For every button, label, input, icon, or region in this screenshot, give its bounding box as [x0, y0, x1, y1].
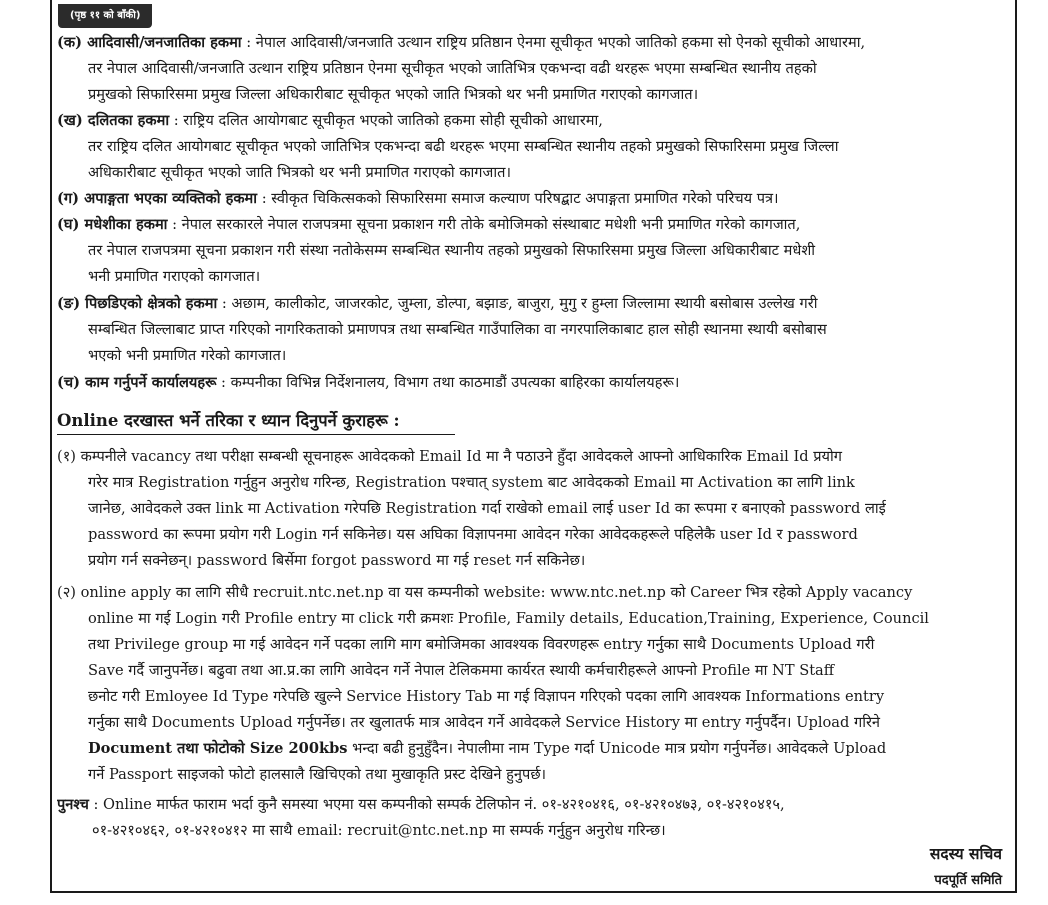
postscript	[57, 792, 1009, 844]
item-text: भनी प्रमाणित गराएको कागजात।	[88, 268, 261, 285]
point-text: गरेर मात्र Registration गर्नुहुन अनुरोध गरिन्छ, Registration पश्चात् system बाट आवेदकको Email मा Activation का लागि link	[88, 474, 855, 491]
item-text: तर नेपाल राजपत्रमा सूचना प्रकाशन गरी संस्था नतोकेसम्म सम्बन्धित स्थानीय तहको प्रमुखको सिफारिसमा प्रमुख जिल्ला अधिकारीबाट मधेशी	[88, 242, 816, 259]
right-border	[1015, 0, 1017, 893]
postscript-text: : Online मार्फत फाराम भर्दा कुनै समस्या भएमा यस कम्पनीको सम्पर्क टेलिफोन नं. ०१-४२१०४१६, ०१-४२१०४७३, ०१-४२१०४१५,	[88, 796, 785, 813]
item-text: अधिकारीबाट सूचीकृत भएको जाति भित्रको थर भनी प्रमाणित गराएको कागजात।	[88, 164, 511, 181]
item-text: : कम्पनीका विभिन्न निर्देशनालय, विभाग तथा काठमाडौं उपत्यका बाहिरका कार्यालयहरू।	[216, 374, 680, 391]
item-text: तर राष्ट्रिय दलित आयोगबाट सूचीकृत भएको जातिभित्र एकभन्दा बढी थरहरू भएमा सम्बन्धित स्थानीय तहको प्रमुखको सिफारिसमा प्रमुख जिल्ला	[88, 138, 839, 155]
signature-title: सदस्य सचिव	[929, 844, 1002, 863]
point-text: online मा गई Login गरी Profile entry मा click गरी क्रमशः Profile, Family details, Education,Training, Experience, Council	[88, 610, 929, 627]
eligibility-item-madheshi	[57, 212, 1009, 290]
item-text: : अछाम, कालीकोट, जाजरकोट, जुम्ला, डोल्पा, बझाङ, बाजुरा, मुगु र हुम्ला जिल्लामा स्थायी बसोबास उल्लेख गरी	[217, 295, 818, 312]
point-text: जानेछ, आवेदकले उक्त link मा Activation गरेपछि Registration गर्दा राखेको email लाई user Id का रूपमा र बनाएको password लाई	[88, 500, 886, 517]
postscript-text: ०१-४२१०४६२, ०१-४२१०४१२ मा साथै email: recruit@ntc.net.np मा सम्पर्क गर्नुहुन अनुरोध गरिन्छ।	[92, 822, 666, 839]
item-text: : राष्ट्रिय दलित आयोगबाट सूचीकृत भएको जातिको हकमा सोही सूचीको आधारमा,	[169, 112, 603, 129]
postscript-label: पुनश्च	[57, 796, 89, 813]
item-text: : नेपाल आदिवासी/जनजाति उत्थान राष्ट्रिय प्रतिष्ठान ऐनमा सूचीकृत भएको जातिको हकमा सो ऐनको सूचीको आधारमा,	[241, 34, 866, 51]
eligibility-item-indigenous	[57, 30, 1009, 108]
eligibility-item-disability	[57, 186, 1009, 212]
point-text: गर्ने Passport साइजको फोटो हालसालै खिचिएको तथा मुखाकृति प्रस्ट देखिने हुनुपर्छ।	[88, 766, 547, 783]
item-label: (क) आदिवासी/जनजातिका हकमा	[57, 34, 242, 51]
point-number: (१)	[57, 448, 76, 465]
item-label: (च) काम गर्नुपर्ने कार्यालयहरू	[57, 374, 217, 391]
continuation-tab: (पृष्ठ ११ को बाँकी)	[58, 4, 152, 28]
online-point-1	[57, 444, 1009, 574]
point-text: कम्पनीले vacancy तथा परीक्षा सम्बन्धी सूचनाहरू आवेदकको Email Id मा नै पठाउने हुँदा आवेदकले आफ्नो आधिकारिक Email Id प्रयोग	[80, 448, 842, 465]
online-section-heading: Online दरखास्त भर्ने तरिका र ध्यान दिनुपर्ने कुराहरू :	[57, 411, 400, 430]
bottom-border	[50, 891, 1017, 893]
item-text: तर नेपाल आदिवासी/जनजाति उत्थान राष्ट्रिय प्रतिष्ठान ऐनमा सूचीकृत भएको जातिभित्र एकभन्दा वढी थरहरू भएमा सम्बन्धित स्थानीय तहको	[88, 60, 817, 77]
size-limit-text: Document तथा फोटोको Size 200kbs	[88, 740, 348, 757]
point-number: (२)	[57, 584, 76, 601]
eligibility-item-backward-region	[57, 291, 1009, 369]
left-border	[50, 0, 52, 893]
point-text: तथा Privilege group मा गई आवेदन गर्ने पदका लागि माग बमोजिमका आवश्यक विवरणहरू entry गर्नुका साथै Documents Upload गरी	[88, 636, 875, 653]
point-text: गर्नुका साथै Documents Upload गर्नुपर्नेछ। तर खुलातर्फ मात्र आवेदन गर्ने आवेदकले Service History मा entry गर्नुपर्दैन। Upload गरिने	[88, 714, 881, 731]
item-text: भएको भनी प्रमाणित गरेको कागजात।	[88, 347, 287, 364]
item-text: प्रमुखको सिफारिसमा प्रमुख जिल्ला अधिकारीबाट सूचीकृत भएको जाति भित्रको थर भनी प्रमाणित गराएको कागजात।	[88, 86, 699, 103]
point-text: password का रूपमा प्रयोग गरी Login गर्न सकिनेछ। यस अघिका विज्ञापनमा आवेदन गरेका आवेदकहरूले पहिलेकै user Id र password	[88, 526, 858, 543]
item-label: (घ) मधेशीका हकमा	[57, 216, 168, 233]
point-text: भन्दा बढी हुनुहुँदैन। नेपालीमा नाम Type गर्दा Unicode मात्र प्रयोग गर्नुपर्नेछ। आवेदकले Upload	[347, 740, 887, 757]
point-text: प्रयोग गर्न सक्नेछन्। password बिर्सेमा forgot password मा गई reset गर्न सकिनेछ।	[88, 552, 586, 569]
point-text: छनोट गरी Emloyee Id Type गरेपछि खुल्ने Service History Tab मा गई विज्ञापन गरिएको पदका लागि आवश्यक Informations entry	[88, 688, 885, 705]
item-text: : नेपाल सरकारले नेपाल राजपत्रमा सूचना प्रकाशन गरी तोके बमोजिमको संस्थाबाट मधेशी भनी प्रमाणित गरेको कागजात,	[167, 216, 801, 233]
item-label: (ग) अपाङ्गता भएका व्यक्तिको हकमा	[57, 190, 258, 207]
item-text: सम्बन्धित जिल्लाबाट प्राप्त गरिएको नागरिकताको प्रमाणपत्र तथा सम्बन्धित गाउँपालिका वा नगरपालिकाबाट हाल सोही स्थानमा स्थायी बसोबास	[88, 321, 827, 338]
online-point-2	[57, 580, 1009, 788]
eligibility-item-workplaces	[57, 370, 1009, 396]
eligibility-item-dalit	[57, 108, 1009, 186]
point-text: Save गर्दै जानुपर्नेछ। बढुवा तथा आ.प्र.का लागि आवेदन गर्ने नेपाल टेलिकममा कार्यरत स्थायी कर्मचारीहरूले आफ्नो Profile मा NT Staff	[88, 662, 835, 679]
point-text: online apply का लागि सीधै recruit.ntc.net.np वा यस कम्पनीको website: www.ntc.net.np को Career भित्र रहेको Apply vacancy	[80, 584, 913, 601]
item-text: : स्वीकृत चिकित्सकको सिफारिसमा समाज कल्याण परिषद्बाट अपाङ्गता प्रमाणित गरेको परिचय पत्र।	[257, 190, 779, 207]
heading-underline	[57, 434, 455, 435]
item-label: (ङ) पिछडिएको क्षेत्रको हकमा	[57, 295, 218, 312]
item-label: (ख) दलितका हकमा	[57, 112, 170, 129]
signature-committee: पदपूर्ति समिति	[934, 873, 1002, 888]
